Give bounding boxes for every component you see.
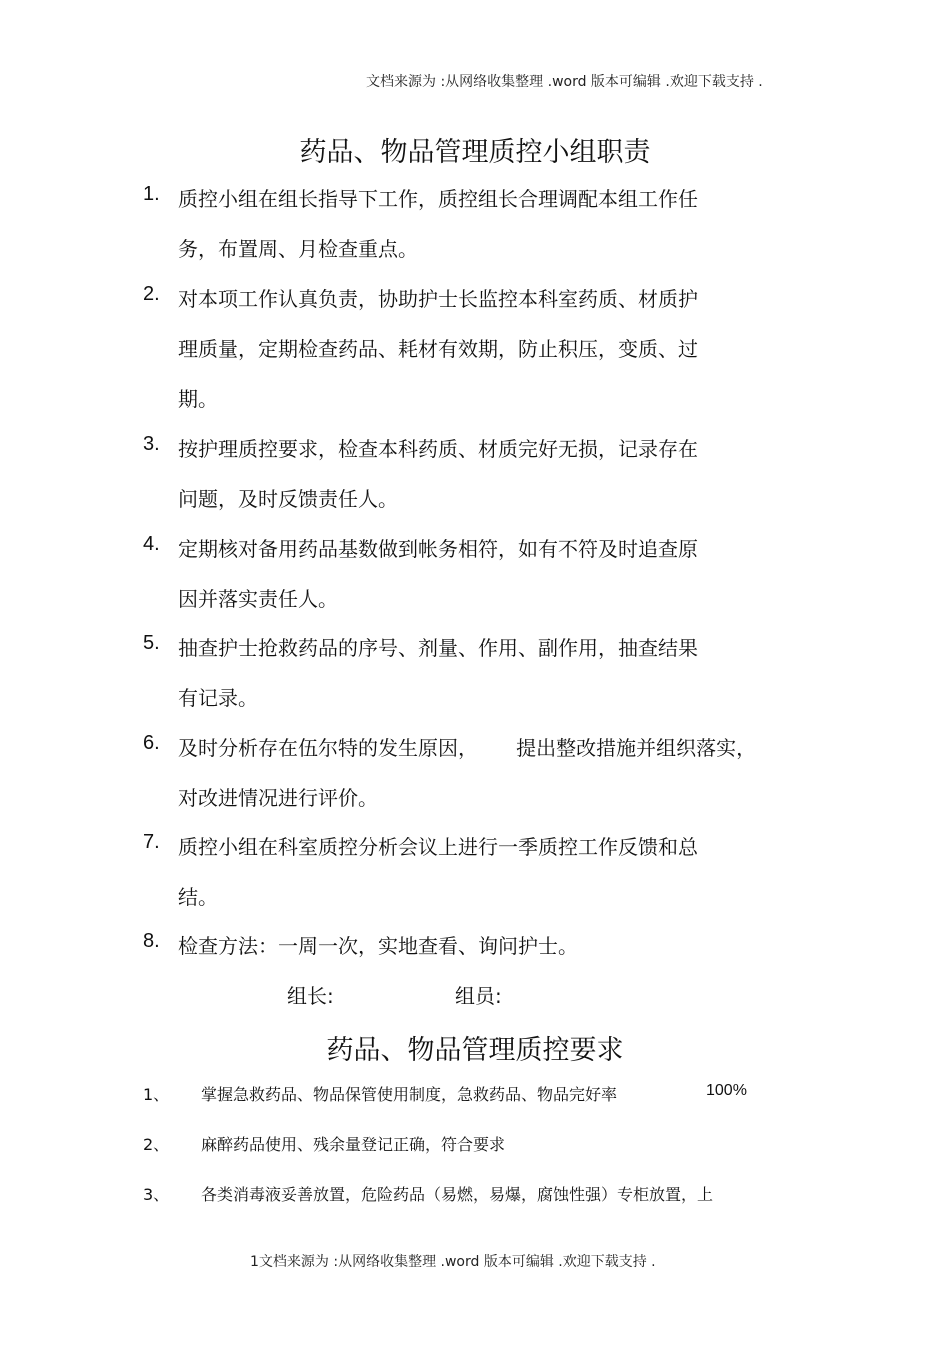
- duty-line: 检查方法：一周一次，实地查看、询问护士。: [178, 934, 578, 958]
- header-source-note: 文档来源为 :从网络收集整理 .word 版本可编辑 .欢迎下载支持 .: [366, 74, 763, 90]
- duty-line: 定期核对备用药品基数做到帐务相符，如有不符及时追查原: [178, 537, 698, 561]
- duty-line: 对本项工作认真负责，协助护士长监控本科室药质、材质护: [178, 287, 698, 311]
- duties-title: 药品、物品管理质控小组职责: [299, 137, 651, 168]
- duty-number: 8.: [143, 930, 160, 952]
- footer-source-note: 1文档来源为 :从网络收集整理 .word 版本可编辑 .欢迎下载支持 .: [250, 1254, 656, 1270]
- requirement-number: 2、: [143, 1135, 170, 1154]
- duty-number: 5.: [143, 632, 160, 654]
- duty-line: 及时分析存在伍尔特的发生原因， 提出整改措施并组织落实，: [178, 736, 757, 760]
- requirement-text: 麻醉药品使用、残余量登记正确，符合要求: [201, 1135, 506, 1154]
- leader-label: 组长:: [287, 984, 334, 1008]
- duty-line: 质控小组在组长指导下工作，质控组长合理调配本组工作任: [178, 187, 698, 211]
- duty-line: 质控小组在科室质控分析会议上进行一季质控工作反馈和总: [178, 835, 698, 859]
- requirement-rate: 100%: [706, 1082, 747, 1099]
- duty-line: 结。: [178, 885, 218, 909]
- duty-number: 3.: [143, 433, 160, 455]
- requirement-text: 各类消毒液妥善放置，危险药品（易燃，易爆，腐蚀性强）专柜放置，上: [201, 1185, 714, 1204]
- duty-line: 问题，及时反馈责任人。: [178, 487, 398, 511]
- duty-line: 有记录。: [178, 686, 258, 710]
- duty-line: 按护理质控要求，检查本科药质、材质完好无损，记录存在: [178, 437, 698, 461]
- duty-number: 7.: [143, 831, 160, 853]
- requirements-title: 药品、物品管理质控要求: [326, 1035, 624, 1066]
- duty-line: 因并落实责任人。: [178, 587, 338, 611]
- duty-line: 期。: [178, 387, 218, 411]
- duty-line: 理质量，定期检查药品、耗材有效期，防止积压，变质、过: [178, 337, 698, 361]
- duty-line: 抽查护士抢救药品的序号、剂量、作用、副作用，抽查结果: [178, 636, 698, 660]
- requirement-text: 掌握急救药品、物品保管使用制度，急救药品、物品完好率: [201, 1085, 618, 1104]
- duty-number: 4.: [143, 533, 160, 555]
- duty-line: 对改进情况进行评价。: [178, 786, 378, 810]
- duty-number: 6.: [143, 732, 160, 754]
- member-label: 组员:: [455, 984, 502, 1008]
- duty-line: 务，布置周、月检查重点。: [178, 237, 418, 261]
- requirement-number: 1、: [143, 1085, 170, 1104]
- requirement-number: 3、: [143, 1185, 170, 1204]
- duty-number: 2.: [143, 283, 160, 305]
- duty-number: 1.: [143, 183, 160, 205]
